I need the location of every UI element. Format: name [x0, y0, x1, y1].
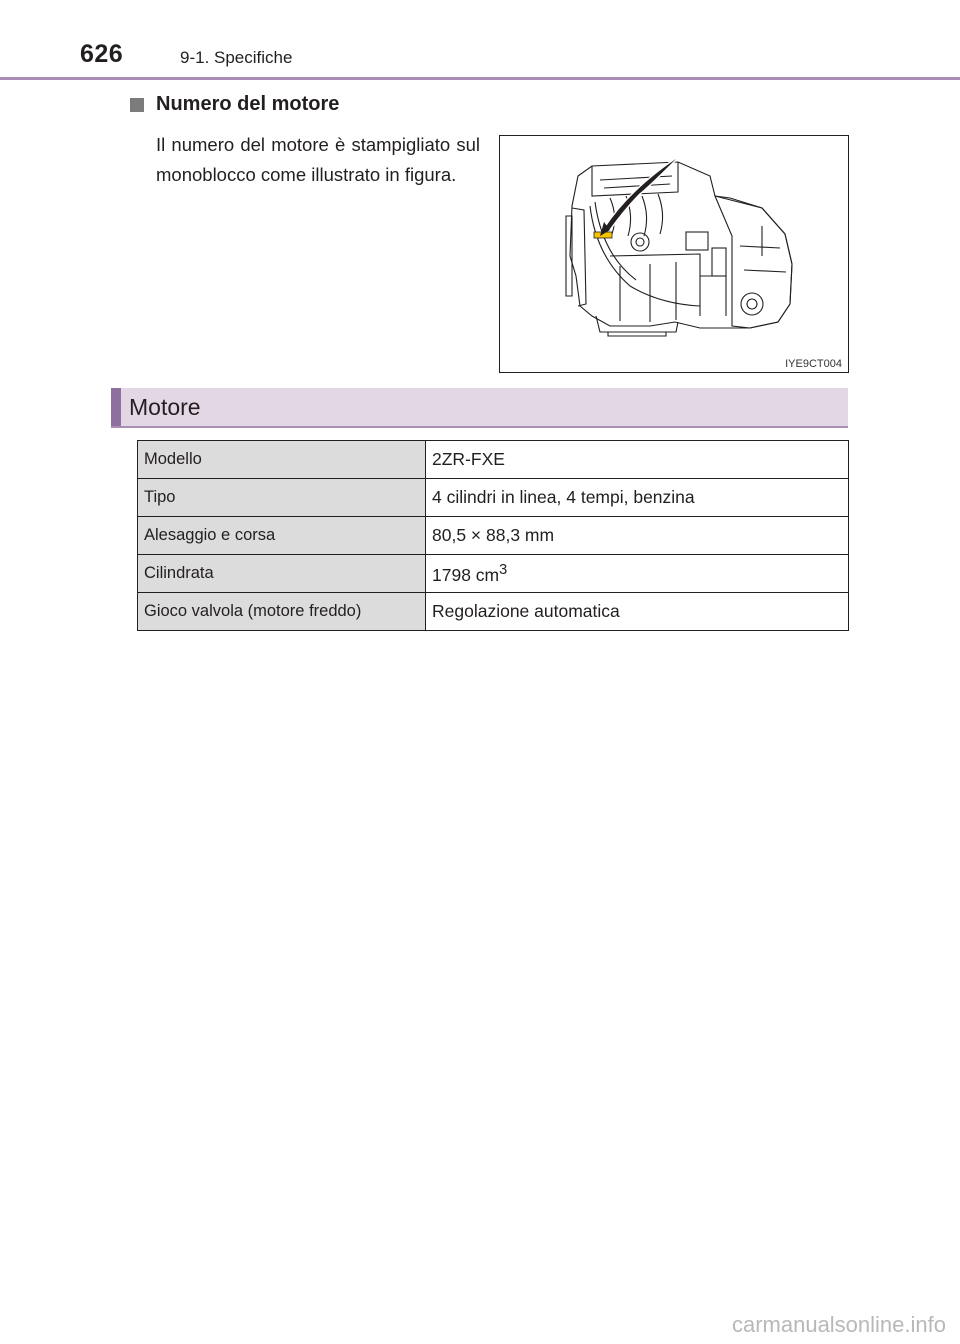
page-number: 626: [80, 40, 124, 68]
section-header-motore: [111, 388, 848, 428]
watermark: carmanualsonline.info: [731, 1312, 946, 1337]
square-bullet-icon: [130, 98, 144, 112]
section-title: Motore: [129, 394, 201, 420]
spec-label: Cilindrata: [138, 555, 426, 593]
engine-drawing: [500, 136, 848, 372]
engine-number-heading: [130, 93, 339, 116]
table-row: [138, 555, 849, 593]
section-path: 9-1. Specifiche: [180, 48, 293, 67]
engine-spec-table: [137, 440, 849, 631]
spec-value: 4 cilindri in linea, 4 tempi, benzina: [426, 479, 849, 517]
engine-illustration: [499, 135, 849, 373]
table-row: [138, 593, 849, 631]
spec-label: Gioco valvola (motore freddo): [138, 593, 426, 631]
spec-label: Alesaggio e corsa: [138, 517, 426, 555]
spec-label: Modello: [138, 441, 426, 479]
spec-value: 80,5 × 88,3 mm: [426, 517, 849, 555]
spec-value: 1798 cm: [432, 564, 500, 585]
engine-number-heading-text: Numero del motore: [156, 93, 340, 115]
spec-value: 2ZR-FXE: [426, 441, 849, 479]
figure-code: IYE9CT004: [785, 358, 842, 370]
superscript: 3: [499, 561, 508, 578]
table-row: [138, 517, 849, 555]
header-divider: [0, 77, 960, 80]
spec-label: Tipo: [138, 479, 426, 517]
table-row: [138, 479, 849, 517]
spec-value-cell: [426, 555, 849, 593]
spec-value: Regolazione automatica: [426, 593, 849, 631]
engine-number-text: Il numero del motore è stampigliato sul monoblocco come illustrato in figura.: [156, 134, 480, 185]
table-row: [138, 441, 849, 479]
section-accent: [111, 388, 121, 426]
